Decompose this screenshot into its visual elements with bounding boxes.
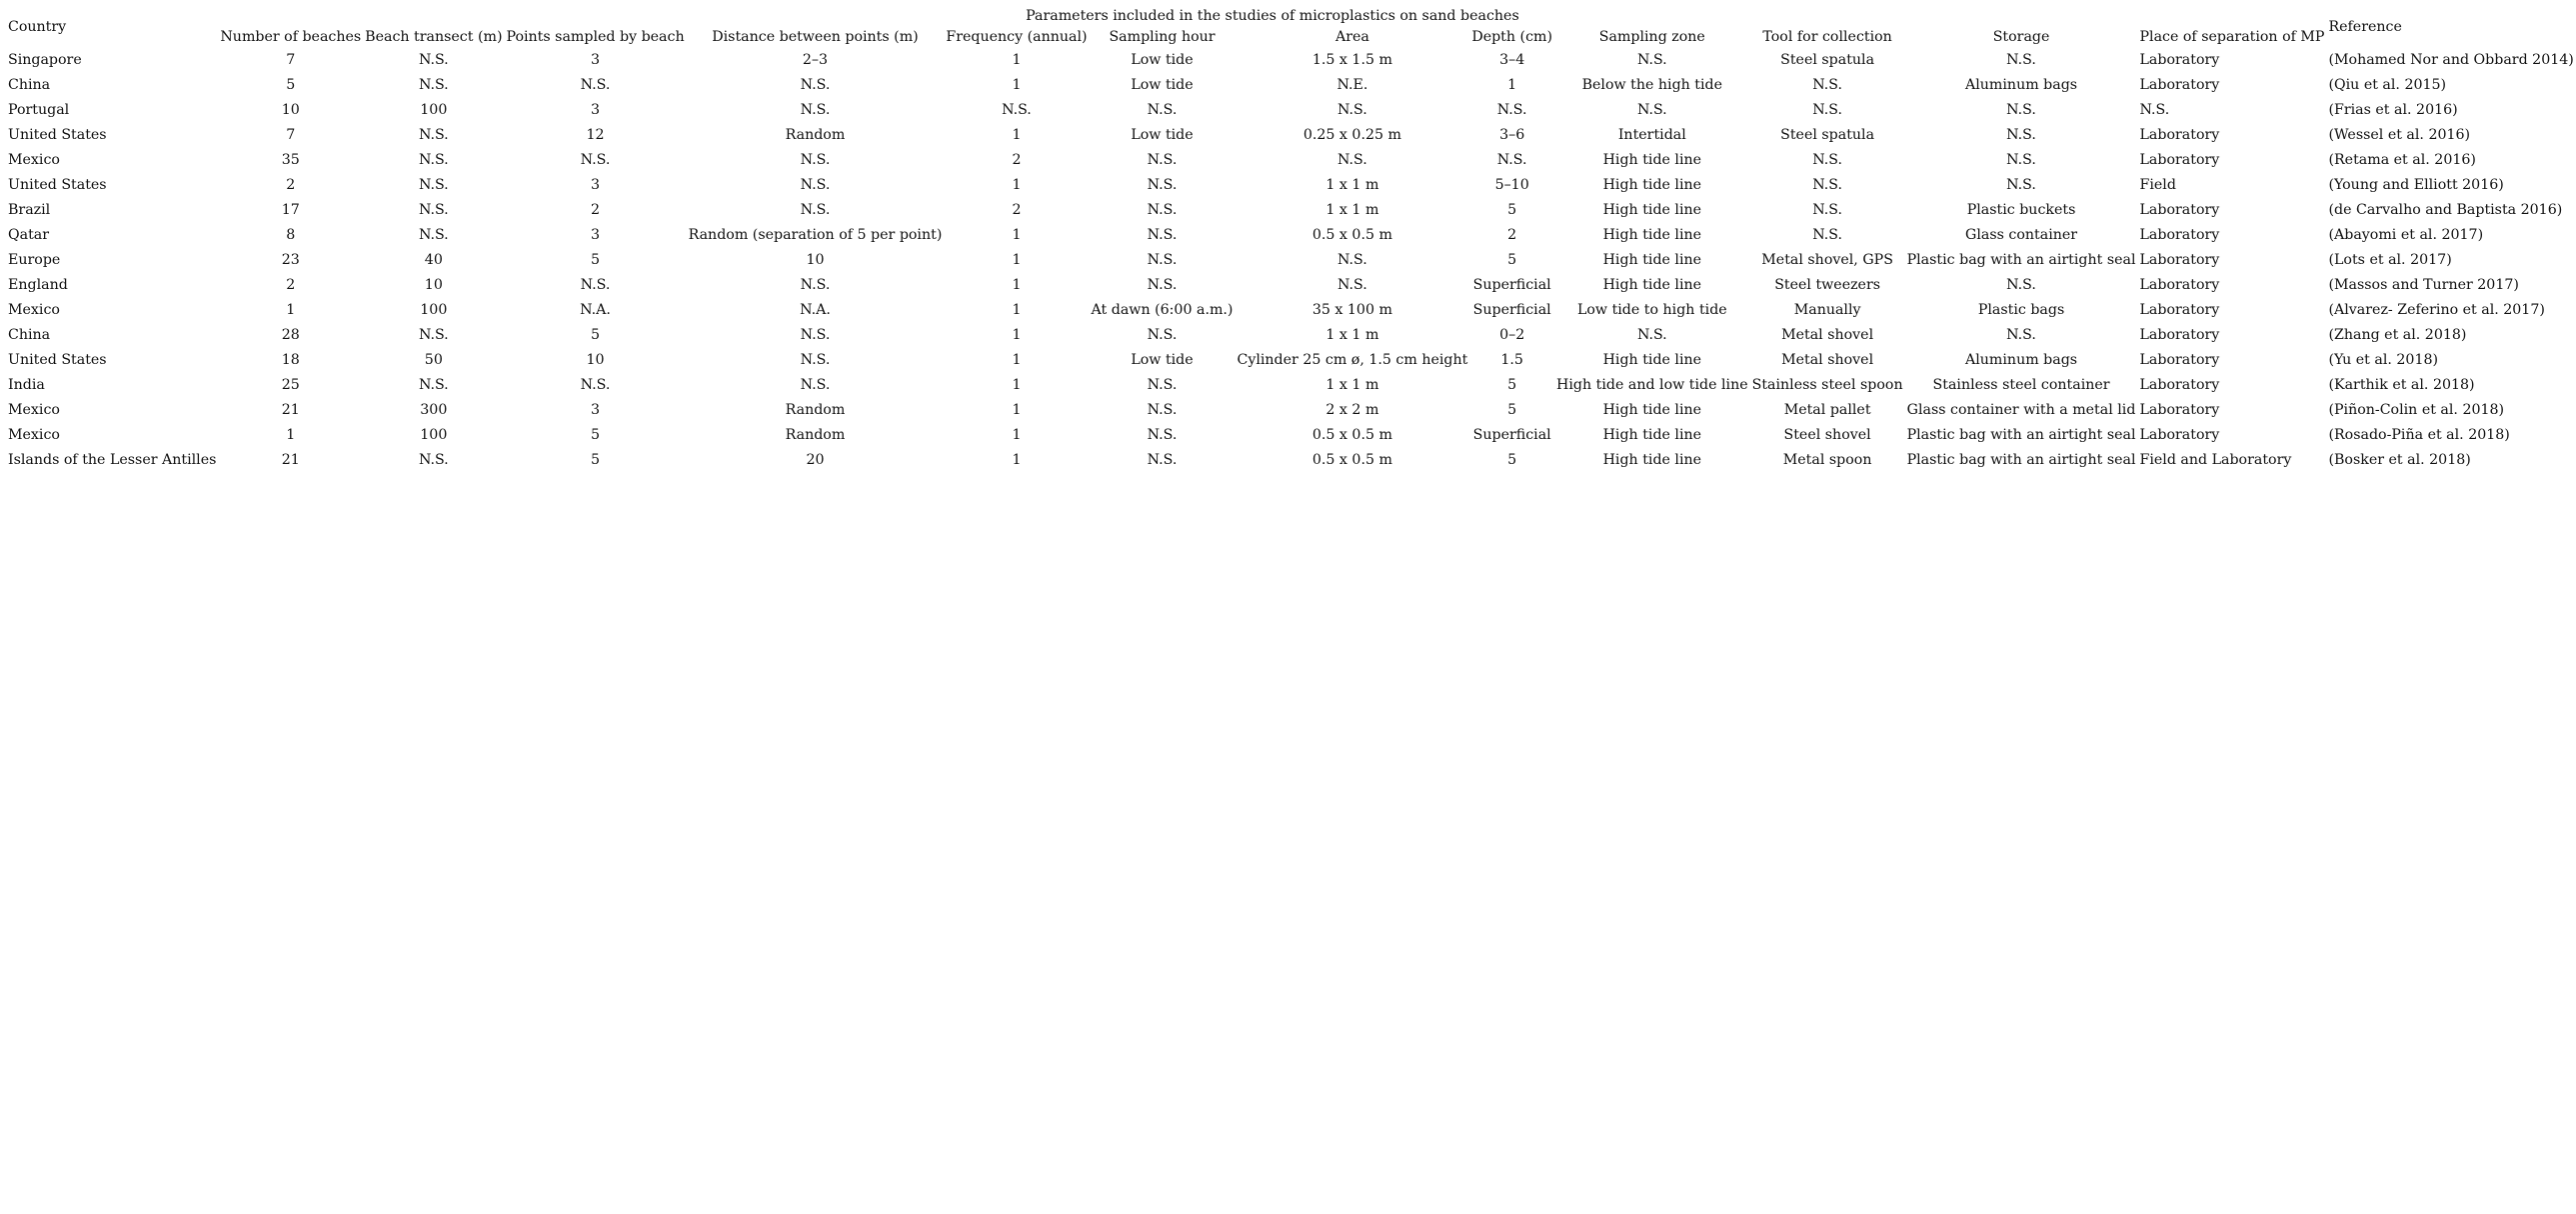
- table-cell: Low tide: [1131, 127, 1194, 143]
- table-cell: High tide and low tide line: [1556, 377, 1748, 393]
- table-cell: N.S.: [418, 452, 449, 468]
- table-row: [6, 448, 2576, 473]
- table-row: [6, 273, 2576, 298]
- table-cell: 0.5 x 0.5 m: [1311, 227, 1392, 243]
- table-cell: N.S.: [1147, 152, 1178, 168]
- table-cell: Steel spatula: [1780, 52, 1875, 68]
- table-cell: N.S.: [418, 377, 449, 393]
- reference-cell: (Lots et al. 2017): [2328, 252, 2452, 268]
- table-cell: N.S.: [1147, 177, 1178, 193]
- table-cell: N.S.: [1337, 152, 1367, 168]
- table-cell: N.S.: [418, 202, 449, 218]
- reference-cell: (Mohamed Nor and Obbard 2014): [2328, 52, 2574, 68]
- table-cell: 21: [281, 452, 300, 468]
- table-cell: 1 x 1 m: [1325, 377, 1379, 393]
- table-cell: 2: [1507, 227, 1517, 243]
- table-cell: Laboratory: [2139, 427, 2220, 443]
- table-cell: Low tide: [1131, 52, 1194, 68]
- table-cell: 1: [1012, 327, 1022, 343]
- country-cell: Europe: [8, 252, 61, 268]
- table-cell: Metal pallet: [1783, 402, 1871, 418]
- table-cell: 50: [424, 352, 443, 368]
- table-cell: N.S.: [1812, 227, 1842, 243]
- table-cell: N.S.: [418, 152, 449, 168]
- country-cell: China: [8, 327, 51, 343]
- table-cell: N.S.: [2006, 277, 2036, 293]
- table-cell: N.S.: [1636, 102, 1667, 118]
- table-cell: Laboratory: [2139, 377, 2220, 393]
- country-cell: Qatar: [8, 227, 50, 243]
- table-cell: 28: [281, 327, 300, 343]
- column-header: Number of beaches: [220, 29, 362, 45]
- table-cell: Random: [785, 427, 846, 443]
- reference-cell: (Qiu et al. 2015): [2328, 77, 2447, 93]
- table-cell: Glass container with a metal lid: [1906, 402, 2136, 418]
- reference-cell: (Karthik et al. 2018): [2328, 377, 2475, 393]
- table-cell: N.S.: [418, 127, 449, 143]
- header-row-columns: [6, 26, 2576, 48]
- table-cell: Laboratory: [2139, 227, 2220, 243]
- table-cell: 1: [1012, 227, 1022, 243]
- table-cell: Laboratory: [2139, 252, 2220, 268]
- table-cell: 1: [1012, 427, 1022, 443]
- table-cell: Random (separation of 5 per point): [688, 227, 943, 243]
- table-cell: 1: [1012, 77, 1022, 93]
- table-cell: 0–2: [1499, 327, 1525, 343]
- table-cell: 20: [806, 452, 825, 468]
- table-row: [6, 373, 2576, 398]
- table-cell: Laboratory: [2139, 277, 2220, 293]
- table-cell: N.S.: [1147, 327, 1178, 343]
- country-cell: United States: [8, 177, 107, 193]
- table-cell: 8: [286, 227, 296, 243]
- table-cell: Metal shovel: [1781, 352, 1874, 368]
- table-cell: 2: [1012, 152, 1022, 168]
- reference-cell: (Alvarez- Zeferino et al. 2017): [2328, 302, 2545, 318]
- table-cell: Stainless steel spoon: [1751, 377, 1903, 393]
- reference-cell: (Bosker et al. 2018): [2328, 452, 2471, 468]
- table-cell: Metal shovel, GPS: [1761, 252, 1893, 268]
- table-cell: High tide line: [1602, 427, 1702, 443]
- table-cell: N.S.: [1812, 177, 1842, 193]
- table-cell: N.S.: [800, 352, 831, 368]
- table-row: [6, 248, 2576, 273]
- column-header: Sampling zone: [1598, 29, 1705, 45]
- reference-cell: (Rosado-Piña et al. 2018): [2328, 427, 2510, 443]
- reference-cell: (Abayomi et al. 2017): [2328, 227, 2484, 243]
- table-cell: 2: [591, 202, 601, 218]
- table-cell: 10: [586, 352, 605, 368]
- table-cell: Low tide: [1131, 352, 1194, 368]
- table-cell: N.S.: [1812, 77, 1842, 93]
- table-cell: Laboratory: [2139, 202, 2220, 218]
- country-cell: Brazil: [8, 202, 51, 218]
- reference-cell: (Yu et al. 2018): [2328, 352, 2439, 368]
- table-row: [6, 198, 2576, 223]
- table-cell: Laboratory: [2139, 152, 2220, 168]
- table-cell: Field and Laboratory: [2139, 452, 2292, 468]
- header-row-group: [6, 6, 2576, 26]
- table-cell: 35 x 100 m: [1311, 302, 1392, 318]
- column-header: Distance between points (m): [712, 29, 919, 45]
- column-header: Tool for collection: [1762, 29, 1892, 45]
- table-cell: 100: [420, 102, 448, 118]
- table-cell: N.S.: [800, 77, 831, 93]
- table-cell: N.S.: [1147, 102, 1178, 118]
- table-cell: 35: [281, 152, 300, 168]
- table-cell: 5: [1507, 452, 1517, 468]
- table-cell: N.S.: [418, 77, 449, 93]
- table-cell: N.S.: [1147, 452, 1178, 468]
- table-cell: Random: [785, 402, 846, 418]
- table-body: [6, 48, 2576, 473]
- table-cell: High tide line: [1602, 152, 1702, 168]
- table-row: [6, 323, 2576, 348]
- table-cell: Laboratory: [2139, 402, 2220, 418]
- table-cell: 18: [281, 352, 300, 368]
- country-cell: India: [8, 377, 45, 393]
- table-cell: 1: [1012, 252, 1022, 268]
- table-cell: N.S.: [1147, 402, 1178, 418]
- table-cell: N.S.: [2006, 152, 2036, 168]
- column-header: Depth (cm): [1471, 29, 1552, 45]
- table-cell: N.S.: [1147, 377, 1178, 393]
- parameters-group-header: Parameters included in the studies of microplastics on sand beaches: [1026, 8, 1519, 24]
- table-cell: N.S.: [580, 277, 611, 293]
- table-cell: Field: [2139, 177, 2176, 193]
- table-cell: 1: [1012, 52, 1022, 68]
- table-cell: Stainless steel container: [1932, 377, 2110, 393]
- table-cell: Laboratory: [2139, 352, 2220, 368]
- table-row: [6, 148, 2576, 173]
- table-cell: 300: [420, 402, 448, 418]
- table-cell: 5: [286, 77, 296, 93]
- column-header: Beach transect (m): [365, 29, 503, 45]
- microplastics-studies-table: [6, 6, 2576, 473]
- table-cell: N.S.: [800, 177, 831, 193]
- table-cell: High tide line: [1602, 227, 1702, 243]
- table-cell: Low tide: [1131, 77, 1194, 93]
- table-cell: Plastic bags: [1977, 302, 2065, 318]
- table-cell: N.S.: [800, 327, 831, 343]
- country-cell: Islands of the Lesser Antilles: [8, 452, 217, 468]
- reference-column-header: Reference: [2328, 18, 2402, 35]
- table-cell: 1: [286, 302, 296, 318]
- table-cell: 2: [286, 177, 296, 193]
- table-cell: Laboratory: [2139, 77, 2220, 93]
- reference-cell: (Young and Elliott 2016): [2328, 177, 2504, 193]
- table-cell: Random: [785, 127, 846, 143]
- table-cell: 5: [591, 327, 601, 343]
- table-cell: 2 x 2 m: [1325, 402, 1379, 418]
- country-cell: Mexico: [8, 152, 60, 168]
- table-row: [6, 223, 2576, 248]
- reference-cell: (Frias et al. 2016): [2328, 102, 2458, 118]
- table-cell: Glass container: [1965, 227, 2078, 243]
- table-row: [6, 173, 2576, 198]
- country-cell: China: [8, 77, 51, 93]
- country-cell: United States: [8, 127, 107, 143]
- table-cell: 3: [591, 52, 601, 68]
- reference-cell: (Wessel et al. 2016): [2328, 127, 2471, 143]
- table-cell: Low tide to high tide: [1576, 302, 1727, 318]
- table-cell: 1: [1012, 377, 1022, 393]
- table-cell: Metal spoon: [1782, 452, 1872, 468]
- table-header: [6, 6, 2576, 48]
- table-cell: Plastic bag with an airtight seal: [1906, 452, 2136, 468]
- table-cell: 10: [281, 102, 300, 118]
- table-cell: Superficial: [1472, 427, 1551, 443]
- table-cell: 5: [591, 427, 601, 443]
- table-cell: 1: [1012, 177, 1022, 193]
- table-cell: High tide line: [1602, 277, 1702, 293]
- column-header: Area: [1334, 29, 1369, 45]
- table-cell: Superficial: [1472, 302, 1551, 318]
- table-cell: 0.5 x 0.5 m: [1311, 452, 1392, 468]
- table-cell: 1.5 x 1.5 m: [1311, 52, 1392, 68]
- table-cell: N.S.: [1812, 102, 1842, 118]
- table-cell: 1 x 1 m: [1325, 327, 1379, 343]
- table-cell: 5: [591, 452, 601, 468]
- table-cell: N.S.: [800, 277, 831, 293]
- table-cell: High tide line: [1602, 252, 1702, 268]
- country-cell: Mexico: [8, 402, 60, 418]
- table-cell: At dawn (6:00 a.m.): [1091, 302, 1234, 318]
- table-cell: N.S.: [580, 152, 611, 168]
- table-cell: Plastic bag with an airtight seal: [1906, 427, 2136, 443]
- table-cell: N.S.: [1147, 277, 1178, 293]
- table-cell: 1: [1012, 302, 1022, 318]
- table-cell: 5: [1507, 402, 1517, 418]
- table-cell: 1.5: [1500, 352, 1523, 368]
- table-cell: 23: [281, 252, 300, 268]
- table-cell: 1: [1012, 277, 1022, 293]
- table-row: [6, 123, 2576, 148]
- column-header: Place of separation of MP: [2139, 29, 2325, 45]
- table-cell: 3: [591, 227, 601, 243]
- table-cell: 100: [420, 427, 448, 443]
- table-cell: N.A.: [580, 302, 611, 318]
- country-cell: Mexico: [8, 427, 60, 443]
- table-cell: 3: [591, 102, 601, 118]
- table-cell: 1: [286, 427, 296, 443]
- table-cell: N.S.: [2006, 102, 2036, 118]
- table-cell: Intertidal: [1617, 127, 1686, 143]
- table-cell: 12: [586, 127, 605, 143]
- table-cell: 1: [1012, 402, 1022, 418]
- table-cell: 10: [424, 277, 443, 293]
- table-cell: N.S.: [1496, 102, 1527, 118]
- table-cell: Manually: [1793, 302, 1861, 318]
- table-cell: 5: [591, 252, 601, 268]
- table-cell: 2: [1012, 202, 1022, 218]
- table-cell: N.S.: [418, 227, 449, 243]
- country-cell: Mexico: [8, 302, 60, 318]
- table-cell: N.S.: [418, 327, 449, 343]
- table-cell: N.S.: [1337, 102, 1367, 118]
- table-cell: Aluminum bags: [1965, 77, 2078, 93]
- column-header: Sampling hour: [1109, 29, 1216, 45]
- table-cell: N.S.: [2006, 52, 2036, 68]
- country-cell: England: [8, 277, 68, 293]
- table-cell: High tide line: [1602, 202, 1702, 218]
- table-row: [6, 298, 2576, 323]
- table-cell: Laboratory: [2139, 52, 2220, 68]
- table-cell: N.S.: [2006, 127, 2036, 143]
- table-row: [6, 48, 2576, 73]
- table-cell: Below the high tide: [1581, 77, 1723, 93]
- country-cell: Singapore: [8, 52, 82, 68]
- table-cell: 1: [1507, 77, 1517, 93]
- table-cell: High tide line: [1602, 177, 1702, 193]
- table-cell: N.S.: [1002, 102, 1032, 118]
- table-cell: N.S.: [418, 177, 449, 193]
- table-cell: N.S.: [1337, 277, 1367, 293]
- table-cell: 2–3: [802, 52, 829, 68]
- table-cell: 10: [806, 252, 825, 268]
- reference-cell: (Zhang et al. 2018): [2328, 327, 2467, 343]
- table-cell: 7: [286, 52, 296, 68]
- column-header: Points sampled by beach: [506, 29, 685, 45]
- reference-cell: (Piñon-Colin et al. 2018): [2328, 402, 2505, 418]
- reference-cell: (Retama et al. 2016): [2328, 152, 2476, 168]
- table-cell: High tide line: [1602, 452, 1702, 468]
- reference-cell: (Massos and Turner 2017): [2328, 277, 2519, 293]
- table-cell: 1: [1012, 127, 1022, 143]
- table-cell: N.S.: [580, 77, 611, 93]
- table-row: [6, 98, 2576, 123]
- table-cell: N.S.: [1636, 52, 1667, 68]
- table-cell: 100: [420, 302, 448, 318]
- table-cell: Plastic buckets: [1966, 202, 2076, 218]
- table-cell: N.S.: [1147, 202, 1178, 218]
- table-cell: 0.5 x 0.5 m: [1311, 427, 1392, 443]
- table-cell: 1 x 1 m: [1325, 177, 1379, 193]
- country-column-header: Country: [8, 18, 67, 35]
- column-header: Frequency (annual): [946, 29, 1088, 45]
- table-cell: N.S.: [800, 377, 831, 393]
- table-cell: Cylinder 25 cm ø, 1.5 cm height: [1237, 352, 1468, 368]
- table-cell: Steel tweezers: [1774, 277, 1881, 293]
- country-cell: United States: [8, 352, 107, 368]
- table-cell: 7: [286, 127, 296, 143]
- table-cell: Steel spatula: [1780, 127, 1875, 143]
- table-cell: Metal shovel: [1781, 327, 1874, 343]
- table-cell: 3: [591, 177, 601, 193]
- table-cell: 3: [591, 402, 601, 418]
- table-cell: N.S.: [2006, 177, 2036, 193]
- table-cell: 1 x 1 m: [1325, 202, 1379, 218]
- table-cell: Plastic bag with an airtight seal: [1906, 252, 2136, 268]
- table-cell: 1: [1012, 452, 1022, 468]
- table-row: [6, 423, 2576, 448]
- table-container: [0, 0, 2574, 473]
- table-cell: N.S.: [1812, 152, 1842, 168]
- table-cell: 5: [1507, 252, 1517, 268]
- table-cell: N.S.: [580, 377, 611, 393]
- country-cell: Portugal: [8, 102, 70, 118]
- table-cell: 17: [281, 202, 300, 218]
- table-row: [6, 73, 2576, 98]
- table-cell: 5: [1507, 202, 1517, 218]
- table-cell: N.S.: [800, 152, 831, 168]
- table-cell: N.A.: [800, 302, 831, 318]
- table-cell: N.S.: [1636, 327, 1667, 343]
- table-cell: N.S.: [800, 202, 831, 218]
- table-cell: High tide line: [1602, 352, 1702, 368]
- table-cell: N.S.: [1812, 202, 1842, 218]
- table-cell: N.S.: [1496, 152, 1527, 168]
- table-cell: Aluminum bags: [1965, 352, 2078, 368]
- table-cell: 5–10: [1494, 177, 1529, 193]
- column-header: Storage: [1992, 29, 2050, 45]
- table-cell: 0.25 x 0.25 m: [1302, 127, 1401, 143]
- table-cell: N.S.: [2006, 327, 2036, 343]
- table-cell: High tide line: [1602, 402, 1702, 418]
- table-cell: 1: [1012, 352, 1022, 368]
- reference-cell: (de Carvalho and Baptista 2016): [2328, 202, 2563, 218]
- table-cell: 25: [281, 377, 300, 393]
- table-cell: N.E.: [1336, 77, 1368, 93]
- table-cell: Steel shovel: [1783, 427, 1871, 443]
- table-cell: N.S.: [1147, 427, 1178, 443]
- table-cell: 21: [281, 402, 300, 418]
- table-cell: N.S.: [1147, 252, 1178, 268]
- table-cell: N.S.: [418, 52, 449, 68]
- table-cell: Laboratory: [2139, 127, 2220, 143]
- table-row: [6, 348, 2576, 373]
- table-cell: N.S.: [2139, 102, 2170, 118]
- table-cell: Superficial: [1472, 277, 1551, 293]
- table-cell: Laboratory: [2139, 302, 2220, 318]
- table-cell: N.S.: [1147, 227, 1178, 243]
- table-cell: 2: [286, 277, 296, 293]
- table-cell: 3–4: [1499, 52, 1525, 68]
- table-cell: 3–6: [1499, 127, 1525, 143]
- table-cell: N.S.: [1337, 252, 1367, 268]
- table-cell: 40: [424, 252, 443, 268]
- table-cell: 5: [1507, 377, 1517, 393]
- table-row: [6, 398, 2576, 423]
- table-cell: N.S.: [800, 102, 831, 118]
- table-cell: Laboratory: [2139, 327, 2220, 343]
